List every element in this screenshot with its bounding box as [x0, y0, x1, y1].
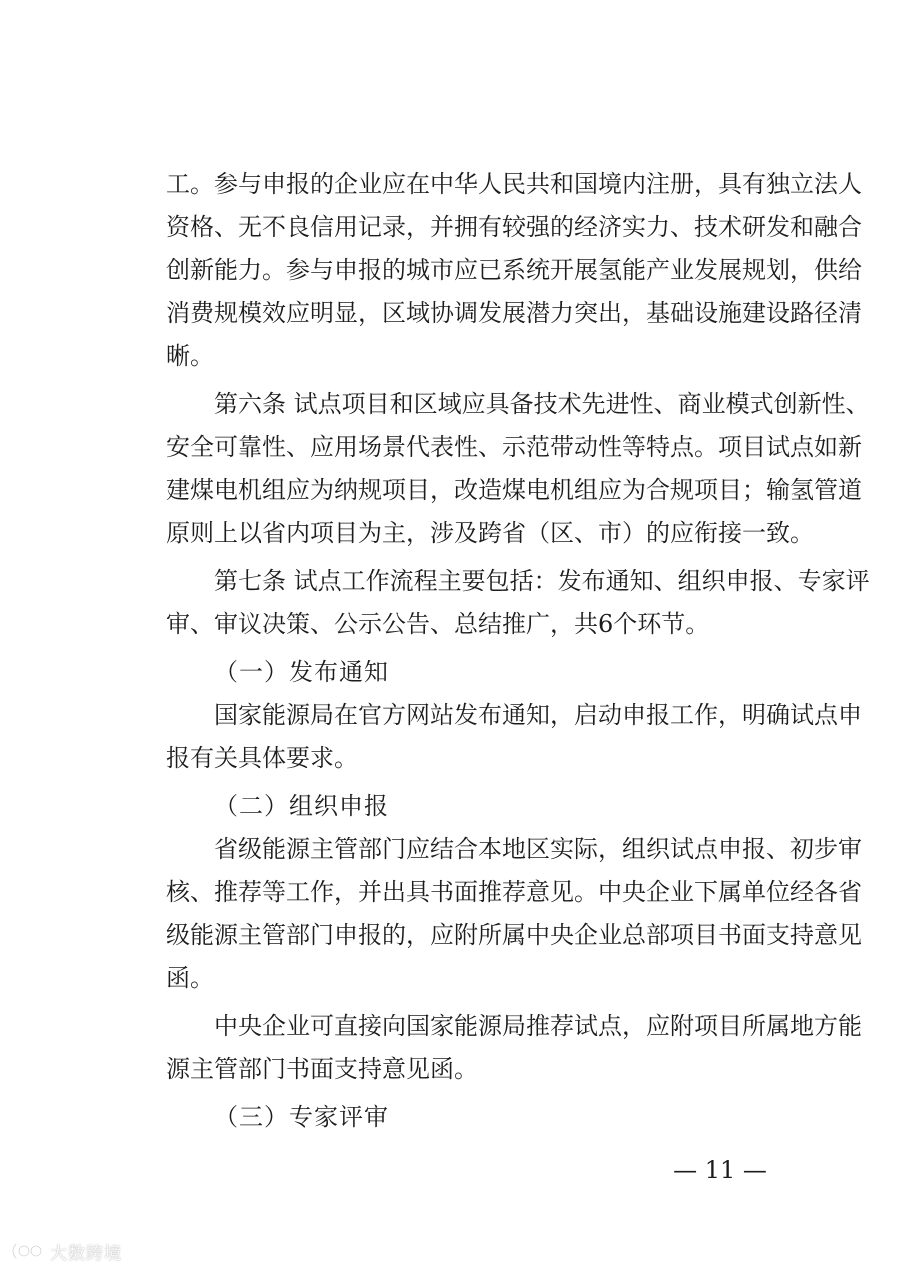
section-1-line-1: 国家能源局在官方网站发布通知，启动申报工作，明确试点申 [214, 701, 862, 729]
article-6-line-1: 第六条 试点项目和区域应具备技术先进性、商业模式创新性、 [214, 390, 870, 418]
section-heading-3: （三）专家评审 [214, 1103, 389, 1131]
section-heading-2: （二）组织申报 [214, 792, 389, 820]
section-2-para2-line-2: 源主管部门书面支持意见函。 [166, 1055, 478, 1083]
article-6-line-3: 建煤电机组应为纳规项目，改造煤电机组应为合规项目；输氢管道 [166, 476, 862, 504]
article-7-line-2: 审、审议决策、公示公告、总结推广，共6个环节。 [166, 610, 710, 638]
section-2-para2-line-1: 中央企业可直接向国家能源局推荐试点，应附项目所属地方能 [214, 1012, 862, 1040]
article-6-line-2: 安全可靠性、应用场景代表性、示范带动性等特点。项目试点如新 [166, 433, 862, 461]
section-1-line-2: 报有关具体要求。 [166, 744, 358, 772]
page-number: — 11 — [673, 1156, 767, 1184]
section-heading-1: （一）发布通知 [214, 658, 389, 686]
watermark [10, 1236, 122, 1266]
section-2-line-3: 级能源主管部门申报的，应附所属中央企业总部项目书面支持意见 [166, 921, 862, 949]
watermark-text: 大数跨境 [50, 1243, 122, 1264]
section-2-line-1: 省级能源主管部门应结合本地区实际，组织试点申报、初步审 [214, 835, 862, 863]
text-line-4: 消费规模效应明显，区域协调发展潜力突出，基础设施建设路径清 [166, 299, 862, 327]
text-line-2: 资格、无不良信用记录，并拥有较强的经济实力、技术研发和融合 [166, 213, 862, 241]
text-line-5: 晰。 [166, 342, 214, 370]
text-line-1: 工。参与申报的企业应在中华人民共和国境内注册，具有独立法人 [166, 170, 862, 198]
section-2-line-4: 函。 [166, 964, 214, 992]
section-2-line-2: 核、推荐等工作，并出具书面推荐意见。中央企业下属单位经各省 [166, 878, 862, 906]
text-line-3: 创新能力。参与申报的城市应已系统开展氢能产业发展规划，供给 [166, 256, 862, 284]
brand-logo-icon [10, 1240, 44, 1262]
article-7-line-1: 第七条 试点工作流程主要包括：发布通知、组织申报、专家评 [214, 567, 870, 595]
article-6-line-4: 原则上以省内项目为主，涉及跨省（区、市）的应衔接一致。 [166, 519, 814, 547]
